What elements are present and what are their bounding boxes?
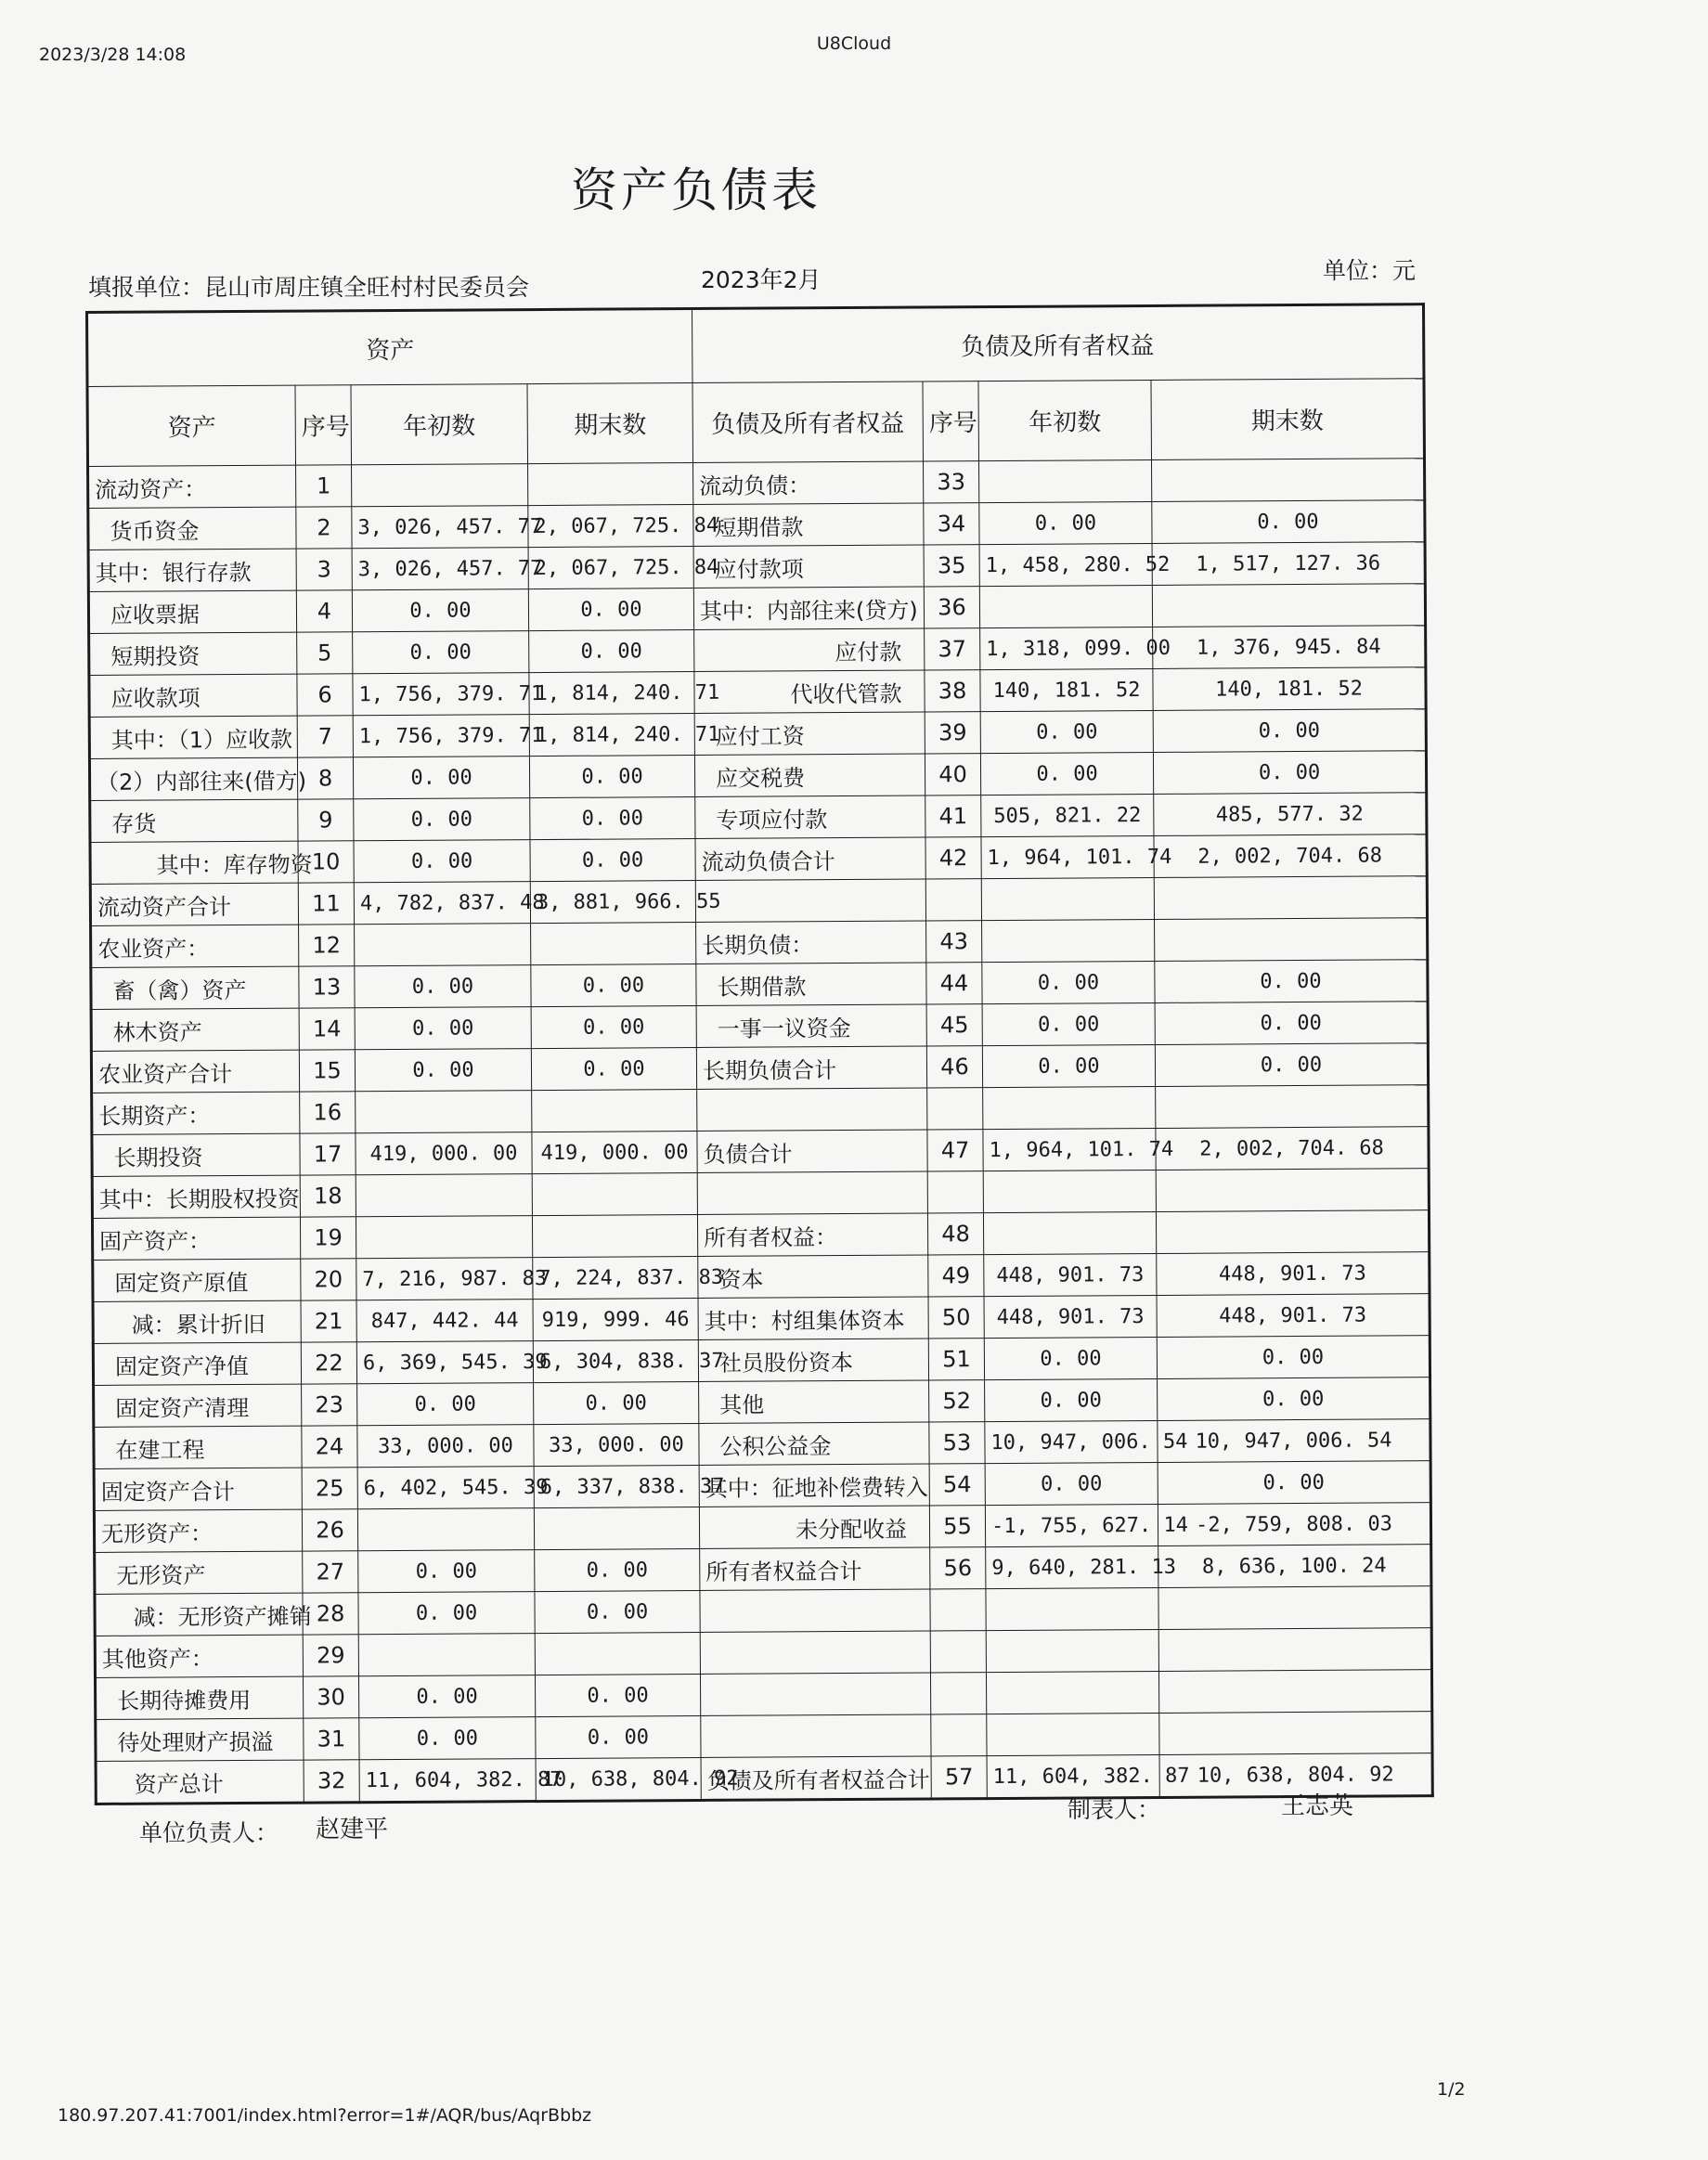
asset-end-cell: 0. 00 — [535, 1590, 700, 1633]
asset-end-cell: 0. 00 — [536, 1715, 701, 1758]
asset-name-cell: 其中：库存物资 — [90, 841, 298, 884]
liability-begin-cell: 0. 00 — [982, 1002, 1155, 1045]
asset-seq-cell: 31 — [304, 1718, 359, 1760]
asset-seq-cell: 6 — [297, 674, 353, 716]
column-header-begin: 年初数 — [351, 384, 528, 465]
liability-seq-cell — [930, 1589, 986, 1631]
asset-end-cell — [532, 1172, 697, 1215]
asset-name-cell: 固定资产清理 — [94, 1384, 302, 1427]
asset-name-cell: 应收款项 — [89, 674, 297, 717]
asset-name-cell: 流动资产： — [88, 465, 296, 508]
asset-seq-cell: 28 — [303, 1593, 358, 1635]
asset-name-cell: 其中：银行存款 — [88, 549, 296, 591]
asset-name-cell: 畜（禽）资产 — [91, 966, 299, 1009]
liability-end-cell: 0. 00 — [1152, 500, 1425, 544]
liability-name-cell: 负债及所有者权益合计 — [701, 1756, 931, 1801]
liability-seq-cell: 48 — [927, 1213, 983, 1255]
liability-end-cell — [1152, 459, 1425, 502]
asset-end-cell: 0. 00 — [530, 838, 695, 881]
asset-end-cell: 0. 00 — [531, 964, 696, 1006]
asset-name-cell: 其中：（1）应收款 — [89, 716, 297, 758]
asset-end-cell: 33, 000. 00 — [534, 1423, 699, 1466]
asset-end-cell: 7, 224, 837. 83 — [533, 1256, 698, 1299]
asset-end-cell — [534, 1507, 699, 1549]
liability-seq-cell — [927, 1171, 983, 1213]
asset-seq-cell: 7 — [297, 716, 353, 757]
asset-begin-cell: 847, 442. 44 — [356, 1300, 533, 1342]
asset-begin-cell — [356, 1174, 532, 1217]
liability-begin-cell: 0. 00 — [980, 752, 1153, 795]
asset-name-cell: 减：累计折旧 — [93, 1300, 301, 1343]
liability-name-cell: 其中：征地补偿费转入 — [699, 1464, 929, 1507]
filing-unit: 填报单位：昆山市周庄镇全旺村村民委员会 — [88, 274, 530, 301]
asset-end-cell — [528, 463, 693, 506]
asset-seq-cell: 21 — [301, 1300, 356, 1342]
liability-seq-cell — [930, 1631, 986, 1673]
asset-name-cell: 货币资金 — [88, 507, 296, 550]
responsible-person-label: 单位负责人： — [139, 1819, 279, 1846]
liability-name-cell: 社员股份资本 — [698, 1339, 928, 1382]
liability-begin-cell: 0. 00 — [980, 710, 1153, 753]
liability-begin-cell — [982, 919, 1155, 962]
asset-begin-cell: 0. 00 — [358, 1592, 535, 1635]
liability-begin-cell: 11, 604, 382. 87 — [987, 1754, 1159, 1798]
liability-seq-cell: 56 — [930, 1547, 986, 1589]
asset-end-cell: 2, 067, 725. 84 — [528, 505, 693, 548]
liability-begin-cell: -1, 755, 627. 14 — [985, 1504, 1158, 1546]
preparer-name: 王志英 — [1281, 1792, 1354, 1820]
asset-name-cell: 资产总计 — [96, 1760, 304, 1804]
page-number: 1/2 — [1437, 2079, 1466, 2100]
column-header-end2: 期末数 — [1151, 379, 1425, 460]
asset-seq-cell: 12 — [299, 925, 355, 966]
asset-seq-cell: 3 — [296, 549, 352, 590]
liability-seq-cell: 34 — [924, 503, 979, 545]
asset-begin-cell: 0. 00 — [355, 1049, 531, 1092]
liability-begin-cell — [979, 585, 1152, 627]
asset-end-cell: 2, 067, 725. 84 — [528, 547, 693, 589]
column-header-asset: 资产 — [87, 385, 296, 466]
asset-seq-cell: 9 — [298, 799, 354, 841]
asset-name-cell: 应收票据 — [88, 590, 296, 633]
liability-begin-cell — [986, 1671, 1158, 1714]
liability-seq-cell: 43 — [926, 921, 982, 963]
asset-end-cell: 0. 00 — [531, 1047, 696, 1090]
asset-begin-cell: 11, 604, 382. 87 — [359, 1759, 536, 1803]
asset-end-cell: 1, 814, 240. 71 — [529, 713, 694, 756]
asset-seq-cell: 20 — [301, 1259, 356, 1300]
liability-end-cell: -2, 759, 808. 03 — [1158, 1503, 1430, 1546]
asset-seq-cell: 32 — [304, 1760, 359, 1803]
asset-name-cell: 长期资产： — [92, 1092, 300, 1134]
liability-end-cell — [1158, 1670, 1431, 1714]
liability-name-cell: 短期借款 — [693, 503, 924, 547]
asset-begin-cell: 1, 756, 379. 71 — [353, 673, 529, 716]
asset-begin-cell: 3, 026, 457. 77 — [352, 548, 528, 590]
liability-begin-cell: 1, 318, 099. 00 — [980, 627, 1153, 669]
liability-seq-cell: 53 — [929, 1422, 985, 1464]
liability-seq-cell: 33 — [924, 461, 979, 503]
asset-end-cell: 0. 00 — [528, 589, 693, 631]
asset-end-cell — [535, 1632, 700, 1675]
liability-name-cell: 应付工资 — [694, 712, 925, 756]
liability-seq-cell: 41 — [925, 795, 981, 837]
asset-seq-cell: 14 — [299, 1008, 355, 1050]
liability-end-cell: 448, 901. 73 — [1157, 1294, 1430, 1338]
liability-begin-cell: 0. 00 — [979, 501, 1152, 544]
responsible-person-name: 赵建平 — [316, 1816, 389, 1843]
liability-end-cell: 0. 00 — [1155, 1002, 1428, 1045]
currency-unit: 单位：元 — [1323, 257, 1417, 284]
asset-seq-cell: 19 — [300, 1217, 356, 1259]
print-app-name: U8Cloud — [816, 33, 892, 54]
asset-end-cell: 10, 638, 804. 92 — [536, 1757, 701, 1801]
liability-name-cell: 长期借款 — [696, 963, 926, 1006]
asset-begin-cell — [357, 1508, 534, 1551]
asset-end-cell: 0. 00 — [534, 1381, 699, 1424]
liability-seq-cell: 45 — [926, 1004, 982, 1046]
liability-seq-cell: 49 — [928, 1255, 984, 1297]
balance-sheet-body — [88, 459, 1433, 1804]
asset-end-cell: 0. 00 — [531, 1005, 696, 1048]
asset-seq-cell: 10 — [298, 841, 354, 883]
liability-name-cell: 长期负债： — [696, 921, 926, 964]
liability-end-cell: 8, 636, 100. 24 — [1158, 1545, 1431, 1588]
liability-end-cell: 485, 577. 32 — [1154, 793, 1427, 836]
liability-begin-cell — [981, 877, 1154, 920]
liability-seq-cell: 46 — [926, 1046, 982, 1088]
liability-seq-cell — [927, 1088, 983, 1130]
asset-name-cell: 流动资产合计 — [90, 883, 298, 925]
asset-seq-cell: 18 — [300, 1175, 356, 1217]
liability-name-cell: 公积公益金 — [699, 1422, 929, 1466]
column-header-seq: 序号 — [295, 385, 352, 465]
liability-end-cell: 1, 376, 945. 84 — [1153, 626, 1426, 669]
liabilities-group-header: 负债及所有者权益 — [692, 304, 1424, 383]
asset-begin-cell: 4, 782, 837. 48 — [354, 882, 530, 925]
liability-seq-cell: 40 — [925, 754, 980, 795]
liability-seq-cell: 37 — [925, 628, 980, 670]
asset-end-cell — [532, 1089, 697, 1132]
asset-begin-cell — [355, 924, 531, 966]
liability-end-cell — [1156, 1085, 1429, 1129]
liability-begin-cell — [983, 1211, 1156, 1254]
asset-name-cell: 农业资产： — [91, 925, 299, 967]
liability-name-cell — [695, 879, 925, 923]
liability-seq-cell: 35 — [924, 545, 979, 587]
asset-name-cell: 长期投资 — [92, 1133, 300, 1176]
asset-begin-cell: 0. 00 — [354, 798, 530, 841]
asset-end-cell: 0. 00 — [529, 630, 694, 673]
liability-end-cell: 10, 947, 006. 54 — [1158, 1419, 1430, 1463]
liability-begin-cell: 0. 00 — [985, 1378, 1158, 1421]
liability-end-cell: 2, 002, 704. 68 — [1154, 834, 1427, 878]
liability-begin-cell: 448, 901. 73 — [984, 1295, 1157, 1338]
asset-seq-cell: 16 — [300, 1092, 356, 1133]
asset-seq-cell: 30 — [303, 1676, 358, 1718]
liability-end-cell — [1155, 918, 1428, 962]
asset-name-cell: 农业资产合计 — [91, 1050, 299, 1093]
asset-begin-cell: 6, 369, 545. 39 — [356, 1341, 533, 1384]
liability-name-cell: 所有者权益合计 — [700, 1547, 930, 1591]
liability-begin-cell: 9, 640, 281. 13 — [986, 1546, 1158, 1588]
asset-begin-cell: 0. 00 — [353, 757, 529, 799]
liability-seq-cell: 39 — [925, 712, 980, 754]
liability-name-cell: 负债合计 — [697, 1130, 927, 1173]
asset-end-cell: 6, 337, 838. 37 — [534, 1465, 699, 1507]
asset-begin-cell: 7, 216, 987. 83 — [356, 1258, 533, 1300]
liability-name-cell — [697, 1088, 927, 1132]
liability-end-cell: 10, 638, 804. 92 — [1159, 1753, 1432, 1798]
liability-name-cell — [700, 1631, 930, 1675]
liability-end-cell: 0. 00 — [1153, 709, 1426, 753]
liability-end-cell: 1, 517, 127. 36 — [1152, 542, 1425, 586]
liability-end-cell: 0. 00 — [1158, 1377, 1430, 1421]
asset-name-cell: 固定资产原值 — [93, 1259, 301, 1301]
asset-begin-cell: 0. 00 — [352, 589, 528, 632]
liability-begin-cell — [987, 1713, 1159, 1755]
liability-name-cell: 其中：内部往来(贷方) — [693, 587, 924, 630]
asset-name-cell: 待处理财产损溢 — [96, 1718, 304, 1761]
asset-begin-cell: 0. 00 — [358, 1675, 535, 1718]
asset-name-cell: 林木资产 — [91, 1008, 299, 1051]
asset-name-cell: 其中：长期股权投资 — [92, 1175, 300, 1218]
liability-begin-cell — [986, 1629, 1158, 1672]
asset-end-cell: 919, 999. 46 — [533, 1298, 698, 1340]
asset-name-cell: 减：无形资产摊销 — [95, 1593, 303, 1636]
asset-name-cell: 固产资产： — [92, 1217, 300, 1260]
asset-name-cell: 在建工程 — [94, 1426, 302, 1468]
asset-seq-cell: 4 — [296, 590, 352, 632]
footer-url: 180.97.207.41:7001/index.html?error=1#/AQR/bus/AqrBbbz — [58, 2105, 592, 2126]
liability-begin-cell: 0. 00 — [982, 961, 1155, 1003]
liability-seq-cell: 54 — [929, 1464, 985, 1506]
liability-name-cell: 未分配收益 — [699, 1506, 929, 1549]
liability-end-cell: 140, 181. 52 — [1153, 667, 1426, 711]
liability-begin-cell: 0. 00 — [982, 1044, 1155, 1087]
liability-name-cell: 代收代管款 — [694, 670, 925, 714]
column-header-seq2: 序号 — [923, 382, 979, 461]
asset-begin-cell: 0. 00 — [355, 965, 531, 1008]
asset-seq-cell: 8 — [297, 757, 353, 799]
document-title: 资产负债表 — [571, 163, 822, 217]
liability-end-cell: 0. 00 — [1157, 1336, 1430, 1379]
table-row — [96, 1753, 1432, 1804]
asset-name-cell: 固定资产合计 — [94, 1468, 302, 1510]
column-header-end: 期末数 — [527, 383, 693, 464]
asset-end-cell: 0. 00 — [535, 1548, 700, 1591]
liability-end-cell: 2, 002, 704. 68 — [1156, 1127, 1429, 1171]
liability-seq-cell: 44 — [926, 963, 982, 1004]
liability-end-cell: 0. 00 — [1155, 1043, 1428, 1087]
liability-end-cell: 448, 901. 73 — [1157, 1252, 1430, 1296]
asset-end-cell: 6, 304, 838. 37 — [533, 1339, 698, 1382]
liability-seq-cell: 52 — [929, 1380, 985, 1422]
liability-begin-cell: 1, 964, 101. 74 — [981, 835, 1154, 878]
asset-begin-cell: 0. 00 — [355, 1007, 531, 1050]
liability-name-cell: 其他 — [699, 1380, 929, 1424]
liability-end-cell — [1158, 1628, 1431, 1672]
print-datetime: 2023/3/28 14:08 — [39, 45, 187, 65]
liability-begin-cell — [986, 1587, 1158, 1630]
liability-begin-cell — [983, 1086, 1156, 1129]
asset-begin-cell: 0. 00 — [357, 1383, 534, 1426]
asset-begin-cell: 0. 00 — [359, 1717, 536, 1760]
liability-name-cell: 应付款项 — [693, 545, 924, 589]
liability-end-cell — [1152, 584, 1425, 627]
liability-name-cell: 一事一议资金 — [696, 1004, 926, 1048]
asset-end-cell: 0. 00 — [529, 755, 694, 797]
asset-end-cell: 3, 881, 966. 55 — [530, 880, 695, 923]
asset-seq-cell: 29 — [303, 1635, 358, 1676]
asset-name-cell: 其他资产： — [95, 1635, 303, 1677]
liability-seq-cell: 38 — [925, 670, 980, 712]
balance-sheet-table — [85, 303, 1434, 1805]
liability-name-cell: 流动负债： — [693, 461, 924, 505]
liability-seq-cell: 57 — [931, 1756, 987, 1799]
asset-name-cell: 无形资产 — [95, 1551, 303, 1594]
asset-end-cell: 0. 00 — [530, 796, 695, 839]
asset-seq-cell: 22 — [301, 1342, 356, 1384]
liability-end-cell: 0. 00 — [1158, 1461, 1430, 1505]
liability-name-cell — [701, 1714, 931, 1758]
liability-begin-cell: 10, 947, 006. 54 — [985, 1420, 1158, 1463]
liability-name-cell: 流动负债合计 — [695, 837, 925, 881]
liability-end-cell — [1156, 1210, 1429, 1254]
asset-begin-cell: 33, 000. 00 — [357, 1425, 534, 1468]
liability-name-cell: 所有者权益： — [697, 1213, 927, 1257]
liability-name-cell: 应付款 — [694, 628, 925, 672]
asset-seq-cell: 2 — [296, 507, 352, 549]
asset-name-cell: 无形资产： — [94, 1509, 302, 1552]
liability-seq-cell — [931, 1714, 987, 1756]
liability-end-cell: 0. 00 — [1155, 960, 1428, 1003]
liability-begin-cell — [979, 459, 1152, 502]
asset-begin-cell — [356, 1091, 532, 1133]
report-period: 2023年2月 — [701, 266, 822, 293]
liability-name-cell — [700, 1589, 930, 1633]
asset-seq-cell: 11 — [298, 883, 354, 925]
liability-begin-cell: 448, 901. 73 — [984, 1253, 1157, 1296]
liability-seq-cell: 42 — [925, 837, 981, 879]
liability-end-cell — [1154, 876, 1427, 920]
liability-begin-cell: 0. 00 — [984, 1337, 1157, 1379]
asset-end-cell — [532, 1214, 697, 1257]
asset-name-cell: 长期待摊费用 — [95, 1676, 303, 1719]
liability-begin-cell: 1, 458, 280. 52 — [979, 543, 1152, 586]
liability-end-cell — [1156, 1169, 1429, 1212]
asset-seq-cell: 26 — [302, 1509, 357, 1551]
liability-begin-cell: 0. 00 — [985, 1462, 1158, 1505]
column-header-begin2: 年初数 — [978, 380, 1152, 460]
asset-begin-cell — [352, 464, 528, 507]
liability-begin-cell: 140, 181. 52 — [980, 668, 1153, 711]
asset-seq-cell: 15 — [299, 1050, 355, 1092]
asset-name-cell: 固定资产净值 — [93, 1342, 301, 1385]
liability-seq-cell: 50 — [928, 1297, 984, 1339]
liability-seq-cell — [930, 1673, 986, 1714]
liability-begin-cell — [983, 1170, 1156, 1212]
asset-begin-cell — [356, 1216, 532, 1259]
asset-end-cell — [531, 922, 696, 964]
asset-begin-cell: 0. 00 — [358, 1550, 535, 1593]
asset-seq-cell: 17 — [300, 1133, 356, 1175]
liability-seq-cell — [925, 879, 981, 921]
asset-seq-cell: 13 — [299, 966, 355, 1008]
liability-name-cell: 其中：村组集体资本 — [698, 1297, 928, 1340]
asset-seq-cell: 27 — [303, 1551, 358, 1593]
liability-end-cell: 0. 00 — [1153, 751, 1426, 795]
liability-begin-cell: 1, 964, 101. 74 — [983, 1128, 1156, 1171]
asset-end-cell: 0. 00 — [535, 1674, 700, 1716]
column-header-liability: 负债及所有者权益 — [692, 382, 924, 463]
liability-seq-cell: 47 — [927, 1130, 983, 1171]
asset-begin-cell: 0. 00 — [353, 631, 529, 674]
asset-name-cell: 存货 — [90, 799, 298, 842]
asset-end-cell: 1, 814, 240. 71 — [529, 672, 694, 715]
liability-seq-cell: 55 — [929, 1506, 985, 1547]
liability-seq-cell: 51 — [928, 1339, 984, 1380]
asset-name-cell: （2）内部往来(借方) — [89, 757, 297, 800]
liability-name-cell — [700, 1673, 930, 1716]
asset-seq-cell: 24 — [302, 1426, 357, 1468]
liability-name-cell — [697, 1171, 927, 1215]
asset-begin-cell — [358, 1634, 535, 1676]
liability-end-cell — [1158, 1586, 1431, 1630]
asset-begin-cell: 1, 756, 379. 71 — [353, 715, 529, 757]
liability-name-cell: 资本 — [698, 1255, 928, 1299]
asset-seq-cell: 23 — [302, 1384, 357, 1426]
liability-end-cell — [1159, 1712, 1432, 1755]
assets-group-header: 资产 — [87, 309, 692, 387]
liability-begin-cell: 505, 821. 22 — [981, 794, 1154, 836]
asset-seq-cell: 1 — [296, 465, 352, 507]
asset-seq-cell: 25 — [302, 1468, 357, 1509]
asset-name-cell: 短期投资 — [89, 632, 297, 675]
asset-begin-cell: 419, 000. 00 — [356, 1132, 532, 1175]
asset-begin-cell: 6, 402, 545. 39 — [357, 1467, 534, 1509]
asset-seq-cell: 5 — [297, 632, 353, 674]
liability-name-cell: 专项应付款 — [695, 795, 925, 839]
asset-begin-cell: 0. 00 — [354, 840, 530, 883]
liability-name-cell: 应交税费 — [694, 754, 925, 797]
liability-seq-cell: 36 — [924, 587, 979, 628]
asset-end-cell: 419, 000. 00 — [532, 1131, 697, 1173]
liability-name-cell: 长期负债合计 — [696, 1046, 926, 1090]
preparer-label: 制表人： — [1068, 1796, 1161, 1823]
asset-begin-cell: 3, 026, 457. 77 — [352, 506, 528, 549]
